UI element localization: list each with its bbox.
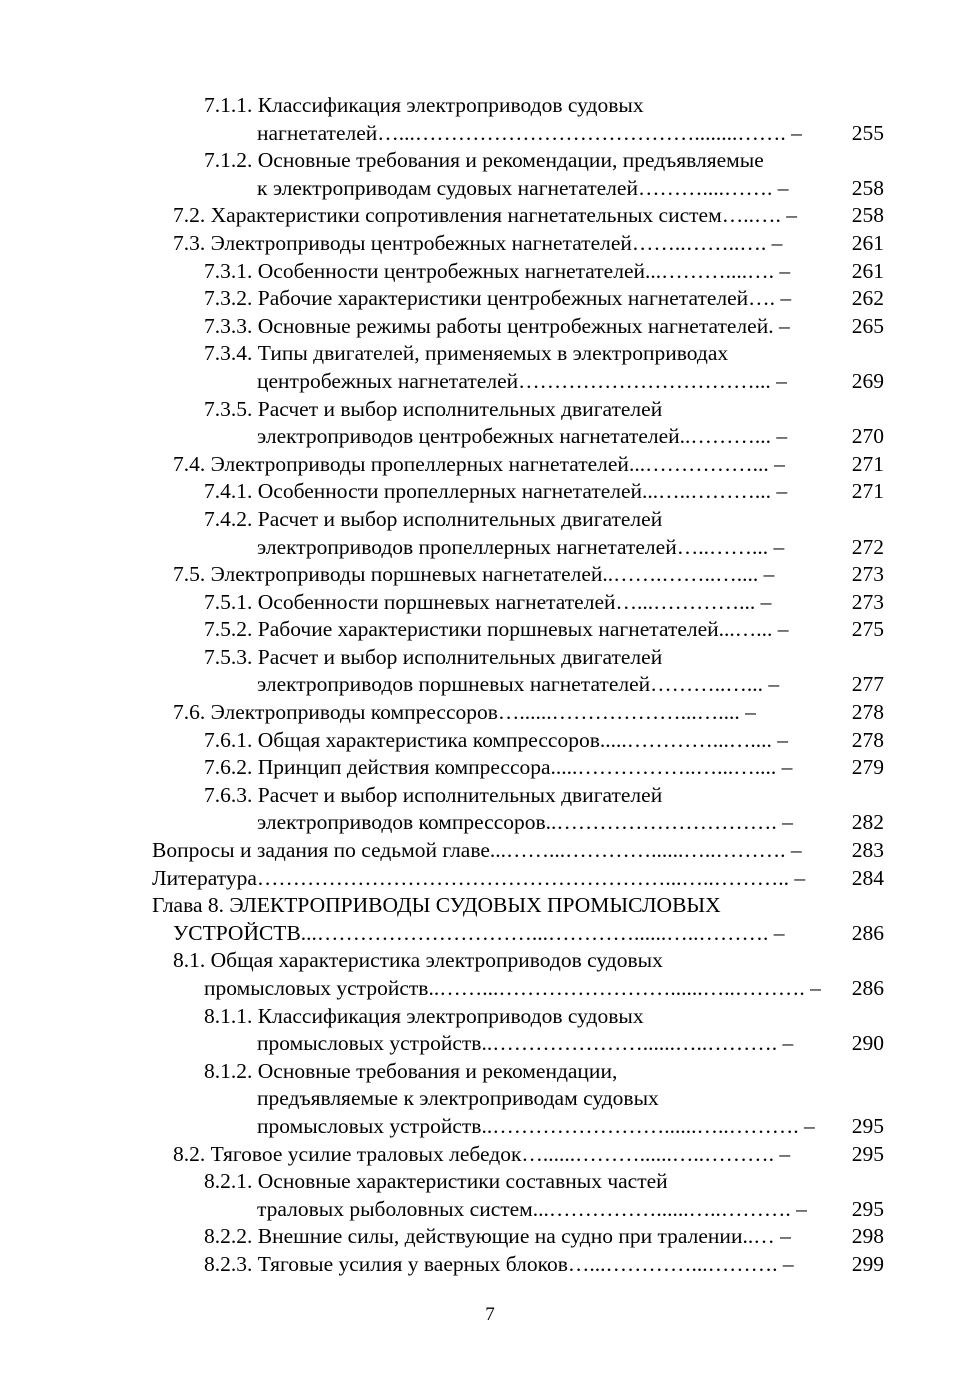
toc-entry bbox=[0, 561, 980, 589]
toc-entry-title: 7.4.2. Расчет и выбор исполнительных двигателей bbox=[204, 506, 663, 531]
toc-entry-page: 272 bbox=[851, 534, 884, 559]
toc-entry-page: 255 bbox=[851, 120, 884, 145]
toc-entry bbox=[0, 451, 980, 479]
toc-entry-title: 7.1.1. Классификация электроприводов судовых bbox=[204, 93, 644, 117]
toc-entry-title: 8.2. Тяговое усилие траловых лебедок…......………......…..………. – bbox=[173, 1141, 791, 1166]
toc-entry-title: 8.2.3. Тяговые усилия у ваерных блоков…...…………...………. – bbox=[204, 1251, 794, 1276]
toc-entry bbox=[0, 920, 980, 948]
toc-entry-title: 7.3.2. Рабочие характеристики центробежных нагнетателей…. – bbox=[204, 286, 792, 311]
toc-entry-page: 277 bbox=[851, 672, 884, 697]
toc-entry bbox=[0, 975, 980, 1003]
toc-entry-page: 258 bbox=[851, 203, 884, 228]
toc-entry-page: 265 bbox=[851, 313, 884, 338]
toc-entry bbox=[0, 1141, 980, 1169]
toc-entry-title: нагнетателей…...…………………………………........……. – bbox=[257, 120, 802, 145]
toc-entry bbox=[0, 368, 980, 396]
toc-entry-page: 286 bbox=[851, 920, 884, 945]
toc-entry bbox=[0, 258, 980, 286]
toc-entry bbox=[0, 1085, 980, 1113]
toc-entry bbox=[0, 534, 980, 562]
toc-entry-title: Вопросы и задания по седьмой главе...……...…………......…..………. – bbox=[152, 838, 802, 863]
toc-entry-page: 295 bbox=[851, 1141, 884, 1166]
toc-entry-title: 8.2.1. Основные характеристики составных частей bbox=[204, 1169, 668, 1194]
toc-entry-page: 298 bbox=[851, 1224, 884, 1249]
toc-entry-page: 262 bbox=[851, 286, 884, 311]
toc-entry-title: промысловых устройств..…………………......…..………. – bbox=[257, 1031, 794, 1056]
toc-entry bbox=[0, 1196, 980, 1224]
toc-entry bbox=[0, 1168, 980, 1196]
toc-entry bbox=[0, 671, 980, 699]
toc-entry-title: 7.1.2. Основные требования и рекомендации, предъявляемые bbox=[204, 148, 764, 173]
toc-entry bbox=[0, 478, 980, 506]
toc-entry-page: 278 bbox=[851, 700, 884, 725]
toc-entry bbox=[0, 340, 980, 368]
toc-entry bbox=[0, 947, 980, 975]
toc-entry-title: 7.5.3. Расчет и выбор исполнительных двигателей bbox=[204, 644, 663, 669]
toc-entry-page: 283 bbox=[851, 838, 884, 863]
toc-entry-page: 284 bbox=[851, 865, 884, 890]
toc-entry-page: 273 bbox=[851, 562, 884, 587]
toc-entry bbox=[0, 313, 980, 341]
toc-entry-page: 278 bbox=[851, 727, 884, 752]
toc-entry bbox=[0, 616, 980, 644]
toc-entry bbox=[0, 396, 980, 424]
page-number: 7 bbox=[485, 1304, 495, 1325]
toc-entry bbox=[0, 285, 980, 313]
toc-entry-title: 7.5.1. Особенности поршневых нагнетателей…...…………... – bbox=[204, 589, 772, 614]
toc-entry-page: 258 bbox=[851, 175, 884, 200]
toc-entry-title: 8.1.1. Классификация электроприводов судовых bbox=[204, 1003, 644, 1028]
toc-entry-title: 7.5.2. Рабочие характеристики поршневых нагнетателей...…... – bbox=[204, 617, 789, 642]
toc-entry-title: предъявляемые к электроприводам судовых bbox=[257, 1086, 659, 1111]
toc-entry bbox=[0, 892, 980, 920]
toc-entry bbox=[0, 92, 980, 120]
toc-entry-title: 8.2.2. Внешние силы, действующие на судно при тралении..… – bbox=[204, 1224, 791, 1249]
toc-entry-page: 295 bbox=[851, 1113, 884, 1138]
toc-entry-page: 282 bbox=[851, 810, 884, 835]
toc-entry-title: Глава 8. ЭЛЕКТРОПРИВОДЫ СУДОВЫХ ПРОМЫСЛОВЫХ bbox=[152, 893, 721, 918]
toc-entry-page: 295 bbox=[851, 1196, 884, 1221]
toc-entry bbox=[0, 837, 980, 865]
toc-entry bbox=[0, 1030, 980, 1058]
toc-entry-page: 261 bbox=[851, 258, 884, 283]
toc-entry-title: Литература…………………………………………………...…..……….. – bbox=[152, 865, 806, 890]
toc-entry-page: 270 bbox=[851, 424, 884, 449]
toc-entry-title: электроприводов компрессоров..…………………………. – bbox=[257, 810, 793, 835]
toc-entry bbox=[0, 865, 980, 893]
toc-entry-title: к электроприводам судовых нагнетателей………....……. – bbox=[257, 175, 789, 200]
toc-entry-title: электроприводов пропеллерных нагнетателей…..……... – bbox=[257, 534, 785, 559]
toc-entry bbox=[0, 727, 980, 755]
toc-entry-title: 7.2. Характеристики сопротивления нагнетательных систем…..…. – bbox=[173, 203, 797, 228]
toc-entry bbox=[0, 589, 980, 617]
toc-entry-page: 269 bbox=[851, 368, 884, 393]
toc-entry-title: 7.4. Электроприводы пропеллерных нагнетателей...……………... – bbox=[173, 451, 785, 476]
toc-entry-title: 7.6.1. Общая характеристика компрессоров.....…………...….... – bbox=[204, 727, 788, 752]
toc-entry-title: 8.1. Общая характеристика электроприводов судовых bbox=[173, 948, 663, 973]
toc-entry-title: 7.4.1. Особенности пропеллерных нагнетателей...…..………... – bbox=[204, 479, 788, 504]
toc-entry-page: 286 bbox=[851, 976, 884, 1000]
toc-entry bbox=[0, 644, 980, 672]
toc-entry-title: 7.3.1. Особенности центробежных нагнетателей...………....…. – bbox=[204, 258, 791, 283]
toc-entry-page: 299 bbox=[851, 1251, 884, 1276]
toc-entry bbox=[0, 754, 980, 782]
toc-entry-page: 279 bbox=[851, 755, 884, 780]
toc-entry-page: 271 bbox=[851, 479, 884, 504]
toc-entry bbox=[0, 506, 980, 534]
toc-entry-title: 7.3. Электроприводы центробежных нагнетателей……..……..…. – bbox=[173, 230, 783, 255]
toc-entry-title: 7.3.5. Расчет и выбор исполнительных двигателей bbox=[204, 396, 663, 421]
toc-entry-title: 7.6.2. Принцип действия компрессора.....……………..…...….... – bbox=[204, 755, 793, 780]
toc-entry-title: промысловых устройств..……...……………………......…..………. – bbox=[204, 976, 821, 1000]
toc-entry bbox=[0, 202, 980, 230]
toc-entry-page: 261 bbox=[851, 230, 884, 255]
toc-entry-page: 275 bbox=[851, 617, 884, 642]
toc-entry bbox=[0, 809, 980, 837]
toc-entry bbox=[0, 699, 980, 727]
toc-entry-title: электроприводов центробежных нагнетателей..………... – bbox=[257, 424, 788, 449]
toc-entry-title: 7.5. Электроприводы поршневых нагнетателей..…….……..….... – bbox=[173, 562, 775, 587]
toc-entry bbox=[0, 1223, 980, 1251]
toc-entry bbox=[0, 1058, 980, 1086]
toc-entry bbox=[0, 1251, 980, 1279]
toc-entry-page: 290 bbox=[851, 1031, 884, 1056]
toc-entry-title: траловых рыболовных систем...……………......…..………. – bbox=[257, 1196, 807, 1221]
toc-entry-title: промысловых устройств..……………………......…..………. – bbox=[257, 1113, 815, 1138]
toc-entry-title: 7.6.3. Расчет и выбор исполнительных двигателей bbox=[204, 782, 663, 807]
toc-entry-title: 7.3.4. Типы двигателей, применяемых в электроприводах bbox=[204, 341, 729, 366]
toc-entry-title: 7.6. Электроприводы компрессоров…......………………...….... – bbox=[173, 700, 756, 725]
toc-entry bbox=[0, 1003, 980, 1031]
toc-entry bbox=[0, 147, 980, 175]
toc-entry-title: 7.3.3. Основные режимы работы центробежных нагнетателей. – bbox=[204, 313, 790, 338]
toc-entry bbox=[0, 175, 980, 203]
toc-entry-page: 271 bbox=[851, 451, 884, 476]
toc-entry bbox=[0, 423, 980, 451]
toc-entry bbox=[0, 782, 980, 810]
toc-entry-title: УСТРОЙСТВ...…………………………...…………......…..………. – bbox=[173, 920, 785, 945]
toc-entry-page: 273 bbox=[851, 589, 884, 614]
table-of-contents bbox=[0, 92, 980, 1279]
toc-entry bbox=[0, 230, 980, 258]
toc-entry-title: электроприводов поршневых нагнетателей………..…... – bbox=[257, 672, 780, 697]
toc-entry bbox=[0, 120, 980, 148]
toc-entry-title: центробежных нагнетателей……………………………... – bbox=[257, 368, 787, 393]
toc-entry bbox=[0, 1113, 980, 1141]
toc-entry-title: 8.1.2. Основные требования и рекомендации, bbox=[204, 1058, 618, 1083]
